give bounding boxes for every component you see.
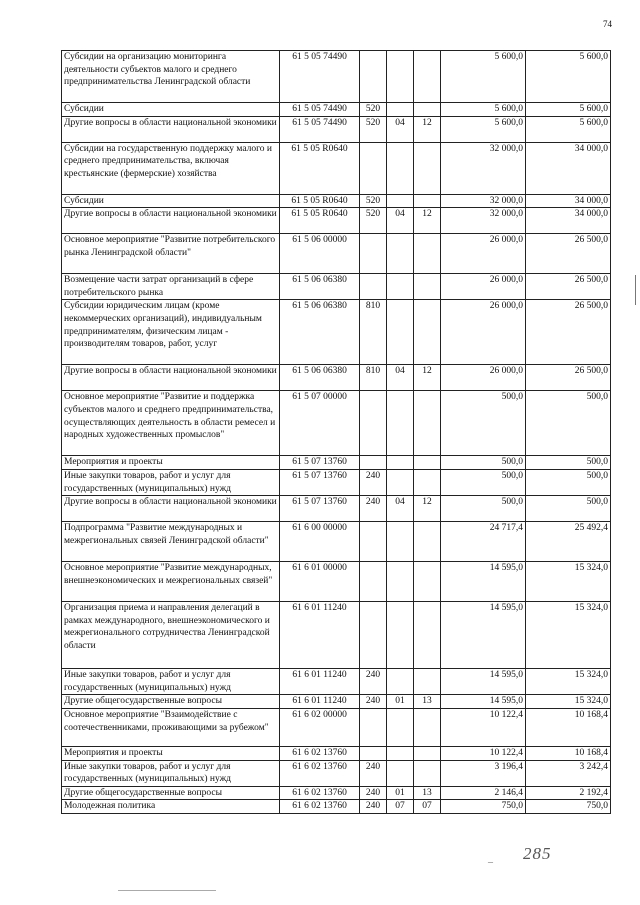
cell-subsection — [414, 669, 441, 695]
cell-target-code: 61 6 02 00000 — [280, 708, 360, 746]
cell-name: Субсидии — [62, 194, 280, 208]
cell-amount-year-2: 2 192,4 — [526, 786, 611, 800]
cell-section: 04 — [387, 365, 414, 391]
cell-amount-year-1: 26 000,0 — [441, 234, 526, 274]
cell-name: Другие общегосударственные вопросы — [62, 786, 280, 800]
cell-amount-year-1: 3 196,4 — [441, 760, 526, 786]
cell-subsection — [414, 562, 441, 602]
cell-target-code: 61 5 07 13760 — [280, 469, 360, 495]
cell-target-code: 61 6 01 00000 — [280, 562, 360, 602]
table-row — [62, 234, 611, 274]
cell-expense-type: 240 — [360, 786, 387, 800]
cell-amount-year-2: 25 492,4 — [526, 522, 611, 562]
cell-amount-year-1: 10 122,4 — [441, 708, 526, 746]
table-row — [62, 695, 611, 709]
cell-amount-year-1: 14 595,0 — [441, 669, 526, 695]
cell-target-code: 61 5 06 06380 — [280, 300, 360, 365]
cell-subsection — [414, 746, 441, 760]
cell-section — [387, 708, 414, 746]
cell-section — [387, 562, 414, 602]
cell-subsection — [414, 760, 441, 786]
cell-subsection — [414, 708, 441, 746]
cell-expense-type: 240 — [360, 469, 387, 495]
table-row — [62, 391, 611, 456]
cell-expense-type — [360, 142, 387, 194]
cell-section — [387, 51, 414, 103]
cell-amount-year-2: 26 500,0 — [526, 274, 611, 300]
cell-expense-type: 240 — [360, 760, 387, 786]
cell-target-code: 61 6 01 11240 — [280, 602, 360, 669]
divider — [118, 890, 216, 891]
cell-amount-year-2: 500,0 — [526, 496, 611, 522]
cell-amount-year-2: 34 000,0 — [526, 208, 611, 234]
table-row — [62, 365, 611, 391]
cell-amount-year-1: 14 595,0 — [441, 602, 526, 669]
table-row — [62, 300, 611, 365]
cell-section — [387, 194, 414, 208]
cell-amount-year-1: 5 600,0 — [441, 103, 526, 117]
cell-name: Основное мероприятие "Взаимодействие с соотечественниками, проживающими за рубежом" — [62, 708, 280, 746]
cell-section — [387, 391, 414, 456]
cell-amount-year-2: 15 324,0 — [526, 602, 611, 669]
cell-subsection: 12 — [414, 496, 441, 522]
cell-amount-year-2: 5 600,0 — [526, 116, 611, 142]
cell-expense-type: 520 — [360, 208, 387, 234]
cell-amount-year-1: 5 600,0 — [441, 51, 526, 103]
cell-section — [387, 274, 414, 300]
cell-expense-type — [360, 391, 387, 456]
cell-name: Субсидии юридическим лицам (кроме некоммерческих организаций), индивидуальным предпринимателям, физическим лицам - производителям товаров, работ, услуг — [62, 300, 280, 365]
cell-target-code: 61 5 06 00000 — [280, 234, 360, 274]
cell-expense-type — [360, 274, 387, 300]
cell-expense-type: 520 — [360, 194, 387, 208]
cell-name: Другие вопросы в области национальной экономики — [62, 365, 280, 391]
cell-amount-year-2: 10 168,4 — [526, 746, 611, 760]
cell-amount-year-1: 24 717,4 — [441, 522, 526, 562]
cell-name: Субсидии на организацию мониторинга деятельности субъектов малого и среднего предпринимательства Ленинградской области — [62, 51, 280, 103]
table-row — [62, 708, 611, 746]
cell-amount-year-1: 32 000,0 — [441, 194, 526, 208]
cell-target-code: 61 6 02 13760 — [280, 786, 360, 800]
cell-subsection — [414, 602, 441, 669]
cell-subsection — [414, 391, 441, 456]
cell-expense-type — [360, 746, 387, 760]
table-row — [62, 602, 611, 669]
table-row — [62, 786, 611, 800]
cell-amount-year-1: 500,0 — [441, 496, 526, 522]
cell-target-code: 61 6 02 13760 — [280, 800, 360, 814]
cell-name: Основное мероприятие "Развитие и поддержка субъектов малого и среднего предпринимательства, осуществляющих деятельность в области ремесел и народных художественных промыслов" — [62, 391, 280, 456]
cell-subsection — [414, 234, 441, 274]
cell-target-code: 61 5 05 74490 — [280, 51, 360, 103]
cell-amount-year-1: 5 600,0 — [441, 116, 526, 142]
cell-amount-year-1: 32 000,0 — [441, 208, 526, 234]
cell-name: Молодежная политика — [62, 800, 280, 814]
cell-target-code: 61 6 01 11240 — [280, 669, 360, 695]
page-number: 74 — [603, 19, 612, 29]
table-row — [62, 194, 611, 208]
cell-amount-year-2: 500,0 — [526, 391, 611, 456]
cell-section: 01 — [387, 695, 414, 709]
cell-section — [387, 469, 414, 495]
cell-amount-year-1: 26 000,0 — [441, 300, 526, 365]
cell-amount-year-2: 15 324,0 — [526, 695, 611, 709]
cell-name: Субсидии — [62, 103, 280, 117]
cell-subsection — [414, 522, 441, 562]
cell-amount-year-1: 26 000,0 — [441, 274, 526, 300]
cell-expense-type: 240 — [360, 669, 387, 695]
cell-amount-year-1: 14 595,0 — [441, 695, 526, 709]
cell-subsection — [414, 194, 441, 208]
cell-section — [387, 300, 414, 365]
cell-amount-year-2: 10 168,4 — [526, 708, 611, 746]
cell-name: Подпрограмма "Развитие международных и межрегиональных связей Ленинградской области" — [62, 522, 280, 562]
table-row — [62, 469, 611, 495]
cell-section — [387, 746, 414, 760]
cell-name: Возмещение части затрат организаций в сфере потребительского рынка — [62, 274, 280, 300]
cell-name: Мероприятия и проекты — [62, 746, 280, 760]
cell-name: Организация приема и направления делегаций в рамках международного, внешнеэкономического и межрегионального сотрудничества Ленинградской области — [62, 602, 280, 669]
cell-target-code: 61 6 02 13760 — [280, 746, 360, 760]
cell-name: Другие вопросы в области национальной экономики — [62, 208, 280, 234]
table-row — [62, 800, 611, 814]
table-row — [62, 669, 611, 695]
cell-amount-year-2: 15 324,0 — [526, 669, 611, 695]
table-row — [62, 142, 611, 194]
cell-subsection: 12 — [414, 365, 441, 391]
cell-expense-type: 240 — [360, 496, 387, 522]
cell-section — [387, 103, 414, 117]
cell-name: Другие вопросы в области национальной экономики — [62, 496, 280, 522]
cell-name: Иные закупки товаров, работ и услуг для государственных (муниципальных) нужд — [62, 669, 280, 695]
cell-section — [387, 602, 414, 669]
cell-name: Основное мероприятие "Развитие потребительского рынка Ленинградской области" — [62, 234, 280, 274]
cell-name: Основное мероприятие "Развитие международных, внешнеэкономических и межрегиональных связей" — [62, 562, 280, 602]
cell-amount-year-2: 500,0 — [526, 469, 611, 495]
table-row — [62, 496, 611, 522]
cell-subsection — [414, 300, 441, 365]
cell-target-code: 61 5 07 13760 — [280, 496, 360, 522]
cell-subsection: 12 — [414, 116, 441, 142]
cell-section: 07 — [387, 800, 414, 814]
cell-name: Мероприятия и проекты — [62, 456, 280, 470]
cell-section — [387, 522, 414, 562]
cell-amount-year-1: 500,0 — [441, 391, 526, 456]
cell-amount-year-2: 34 000,0 — [526, 194, 611, 208]
cell-target-code: 61 5 05 R0640 — [280, 194, 360, 208]
table-row — [62, 208, 611, 234]
cell-amount-year-1: 2 146,4 — [441, 786, 526, 800]
table-row — [62, 274, 611, 300]
cell-subsection — [414, 469, 441, 495]
table-row — [62, 103, 611, 117]
handwritten-page-stamp: 285 — [523, 844, 552, 863]
cell-expense-type: 240 — [360, 800, 387, 814]
cell-amount-year-2: 3 242,4 — [526, 760, 611, 786]
cell-amount-year-2: 750,0 — [526, 800, 611, 814]
table-row — [62, 746, 611, 760]
cell-amount-year-2: 500,0 — [526, 456, 611, 470]
cell-target-code: 61 5 07 00000 — [280, 391, 360, 456]
cell-target-code: 61 6 01 11240 — [280, 695, 360, 709]
cell-section — [387, 234, 414, 274]
cell-target-code: 61 5 06 06380 — [280, 365, 360, 391]
cell-subsection: 12 — [414, 208, 441, 234]
table-row — [62, 562, 611, 602]
cell-name: Субсидии на государственную поддержку малого и среднего предпринимательства, включая крестьянские (фермерские) хозяйства — [62, 142, 280, 194]
cell-target-code: 61 5 06 06380 — [280, 274, 360, 300]
cell-section — [387, 142, 414, 194]
table-row — [62, 116, 611, 142]
cell-amount-year-2: 34 000,0 — [526, 142, 611, 194]
cell-amount-year-2: 15 324,0 — [526, 562, 611, 602]
cell-section: 04 — [387, 116, 414, 142]
cell-subsection — [414, 274, 441, 300]
cell-amount-year-2: 26 500,0 — [526, 365, 611, 391]
cell-expense-type: 810 — [360, 365, 387, 391]
cell-subsection — [414, 456, 441, 470]
cell-amount-year-1: 26 000,0 — [441, 365, 526, 391]
cell-section: 04 — [387, 496, 414, 522]
cell-expense-type — [360, 51, 387, 103]
table-row — [62, 51, 611, 103]
cell-section: 04 — [387, 208, 414, 234]
cell-amount-year-1: 32 000,0 — [441, 142, 526, 194]
table-row — [62, 456, 611, 470]
cell-amount-year-1: 14 595,0 — [441, 562, 526, 602]
cell-amount-year-2: 26 500,0 — [526, 300, 611, 365]
cell-expense-type — [360, 562, 387, 602]
cell-subsection — [414, 142, 441, 194]
cell-amount-year-1: 750,0 — [441, 800, 526, 814]
cell-section — [387, 760, 414, 786]
cell-amount-year-2: 26 500,0 — [526, 234, 611, 274]
table-row — [62, 760, 611, 786]
cell-subsection: 07 — [414, 800, 441, 814]
cell-name: Иные закупки товаров, работ и услуг для государственных (муниципальных) нужд — [62, 760, 280, 786]
cell-expense-type — [360, 602, 387, 669]
cell-amount-year-1: 500,0 — [441, 469, 526, 495]
cell-target-code: 61 5 05 74490 — [280, 116, 360, 142]
table-row — [62, 522, 611, 562]
cell-expense-type: 520 — [360, 103, 387, 117]
cell-expense-type — [360, 456, 387, 470]
cell-target-code: 61 5 05 R0640 — [280, 142, 360, 194]
footer-dash: – — [488, 857, 493, 868]
cell-subsection — [414, 103, 441, 117]
cell-amount-year-2: 5 600,0 — [526, 51, 611, 103]
cell-subsection: 13 — [414, 695, 441, 709]
cell-expense-type — [360, 708, 387, 746]
cell-expense-type: 520 — [360, 116, 387, 142]
edge-mark — [635, 275, 636, 305]
cell-target-code: 61 5 07 13760 — [280, 456, 360, 470]
cell-target-code: 61 5 05 74490 — [280, 103, 360, 117]
budget-table — [61, 50, 611, 814]
cell-section — [387, 456, 414, 470]
cell-section — [387, 669, 414, 695]
cell-expense-type — [360, 522, 387, 562]
cell-target-code: 61 6 00 00000 — [280, 522, 360, 562]
cell-target-code: 61 5 05 R0640 — [280, 208, 360, 234]
cell-name: Другие общегосударственные вопросы — [62, 695, 280, 709]
cell-target-code: 61 6 02 13760 — [280, 760, 360, 786]
cell-subsection: 13 — [414, 786, 441, 800]
budget-table-body — [62, 51, 611, 814]
cell-subsection — [414, 51, 441, 103]
cell-expense-type: 810 — [360, 300, 387, 365]
cell-amount-year-1: 500,0 — [441, 456, 526, 470]
cell-amount-year-2: 5 600,0 — [526, 103, 611, 117]
cell-name: Другие вопросы в области национальной экономики — [62, 116, 280, 142]
cell-expense-type: 240 — [360, 695, 387, 709]
cell-section: 01 — [387, 786, 414, 800]
cell-amount-year-1: 10 122,4 — [441, 746, 526, 760]
cell-name: Иные закупки товаров, работ и услуг для государственных (муниципальных) нужд — [62, 469, 280, 495]
cell-expense-type — [360, 234, 387, 274]
